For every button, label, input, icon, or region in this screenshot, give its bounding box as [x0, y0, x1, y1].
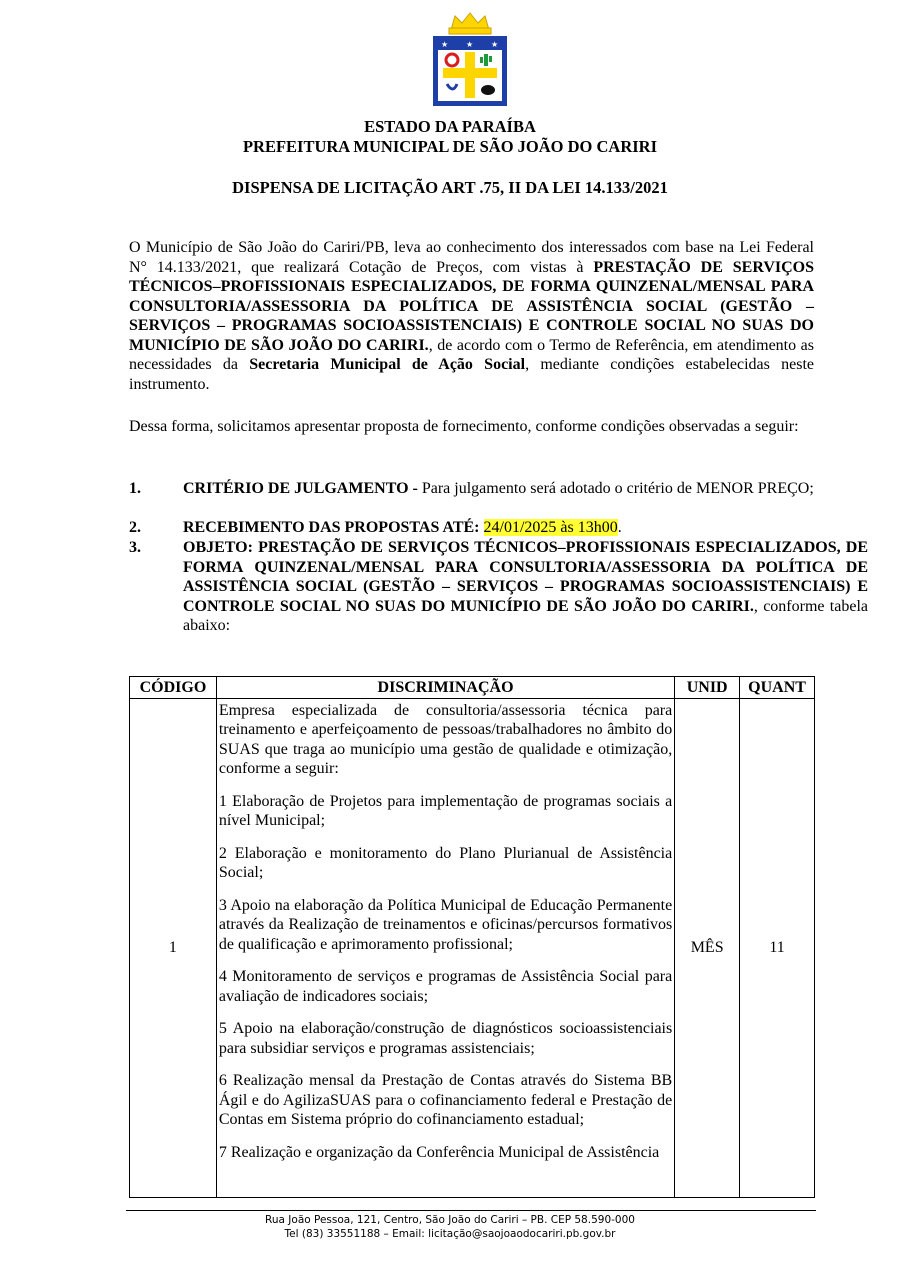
list-item-text: Para julgamento será adotado o critério de MENOR PREÇO;: [421, 480, 814, 497]
intro-text-2: , de acordo com o Termo de Referência, em atendimento as necessidades da: [129, 336, 815, 373]
cell-discriminacao: [216, 699, 674, 1198]
list-item-number: 3.: [129, 539, 141, 556]
list-item-number: 2.: [129, 519, 141, 536]
list-item-label: RECEBIMENTO DAS PROPOSTAS ATÉ:: [183, 519, 484, 536]
description-paragraph: Empresa especializada de consultoria/assessoria técnica para treinamento e aperfeiçoamento de pessoas/trabalhadores no âmbito do SUAS que traga ao município uma gestão de qualidade e otimização, conforme a seguir:: [218, 701, 673, 777]
cell-quant: 11: [740, 699, 815, 1198]
document-title: DISPENSA DE LICITAÇÃO ART .75, II DA LEI 14.133/2021: [232, 178, 668, 197]
svg-text:★: ★: [466, 40, 474, 49]
list-item-recebimento: [129, 518, 868, 538]
description-paragraph: 1 Elaboração de Projetos para implementação de programas sociais a nível Municipal;: [218, 792, 673, 829]
description-paragraph: 2 Elaboração e monitoramento do Plano Plurianual de Assistência Social;: [218, 844, 673, 881]
header-quant: QUANT: [740, 677, 815, 699]
cell-unid: MÊS: [675, 699, 740, 1198]
header-unid: UNID: [675, 677, 740, 699]
list-item-text: , conforme tabela abaixo:: [183, 597, 868, 634]
list-item-label: OBJETO: PRESTAÇÃO DE SERVIÇOS TÉCNICOS–PROFISSIONAIS ESPECIALIZADOS, DE FORMA QUINZENAL/MENSAL PARA CONSULTORIA/ASSESSORIA DA POLÍTICA DE ASSISTÊNCIA SOCIAL (GESTÃO – SERVIÇOS – PROGRAMAS SOCIOASSISTENCIAIS) E CONTROLE SOCIAL NO SUAS DO MUNICÍPIO DE SÃO JOÃO DO CARIRI.: [183, 539, 868, 615]
deadline-highlight: 24/01/2025 às 13h00: [483, 519, 618, 536]
municipal-crest-icon: [429, 10, 511, 114]
list-item-text: .: [617, 519, 622, 536]
description-paragraph: 7 Realização e organização da Conferência Municipal de Assistência: [218, 1143, 660, 1161]
intro-text-1: O Município de São João do Cariri/PB, leva ao conhecimento dos interessados com base na Lei Federal N° 14.133/2021, que realizará Cotação de Preços, com vistas à: [129, 239, 814, 276]
cell-codigo: 1: [130, 699, 217, 1198]
description-paragraph: 3 Apoio na elaboração da Política Municipal de Educação Permanente através da Realização de treinamentos e oficinas/percursos formativos de qualificação e aprimoramento profissional;: [218, 896, 673, 953]
header-codigo: CÓDIGO: [130, 677, 217, 699]
intro-paragraph: [129, 238, 814, 394]
list-item-criterio: [129, 479, 868, 499]
description-paragraph: 4 Monitoramento de serviços e programas de Assistência Social para avaliação de indicadores sociais;: [218, 968, 673, 1005]
list-item-label: CRITÉRIO DE JULGAMENTO -: [183, 480, 422, 497]
svg-text:★: ★: [491, 40, 499, 49]
table-header-row: [130, 677, 815, 699]
list-item-number: 1.: [129, 480, 141, 497]
intro-text-3: , mediante condições estabelecidas neste instrumento.: [129, 356, 814, 393]
description-paragraph: 6 Realização mensal da Prestação de Contas através do Sistema BB Ágil e do AgilizaSUAS para o cofinanciamento federal e Prestação de Contas em Sistema próprio do cofinanciamento estadual;: [218, 1072, 673, 1128]
request-paragraph: Dessa forma, solicitamos apresentar proposta de fornecimento, conforme condições observadas a seguir:: [129, 418, 799, 435]
footer-contact: Tel (83) 33551188 – Email: licitação@saojoaodocariri.pb.gov.br: [284, 1228, 616, 1240]
prefecture-heading: PREFEITURA MUNICIPAL DE SÃO JOÃO DO CARIRI: [242, 137, 658, 156]
footer-divider: [126, 1210, 816, 1211]
svg-text:★: ★: [441, 40, 449, 49]
description-paragraph: 5 Apoio na elaboração/construção de diagnósticos socioassistenciais para subsidiar serviços e programas assistenciais;: [218, 1020, 673, 1057]
header-discriminacao: DISCRIMINAÇÃO: [216, 677, 674, 699]
list-item-objeto: [129, 538, 868, 636]
footer-address: Rua João Pessoa, 121, Centro, São João do Cariri – PB. CEP 58.590-000: [265, 1214, 635, 1226]
items-table: [129, 676, 815, 1198]
state-heading: ESTADO DA PARAÍBA: [364, 117, 536, 136]
description-text: [219, 701, 672, 1196]
intro-secretaria: Secretaria Municipal de Ação Social: [249, 356, 526, 373]
table-row: [130, 699, 815, 1198]
intro-object: PRESTAÇÃO DE SERVIÇOS TÉCNICOS–PROFISSIONAIS ESPECIALIZADOS, DE FORMA QUINZENAL/MENSAL PARA CONSULTORIA/ASSESSORIA DA POLÍTICA DE ASSISTÊNCIA SOCIAL (GESTÃO – SERVIÇOS – PROGRAMAS SOCIOASSISTENCIAIS) E CONTROLE SOCIAL NO SUAS DO MUNICÍPIO DE SÃO JOÃO DO CARIRI.: [129, 258, 815, 354]
